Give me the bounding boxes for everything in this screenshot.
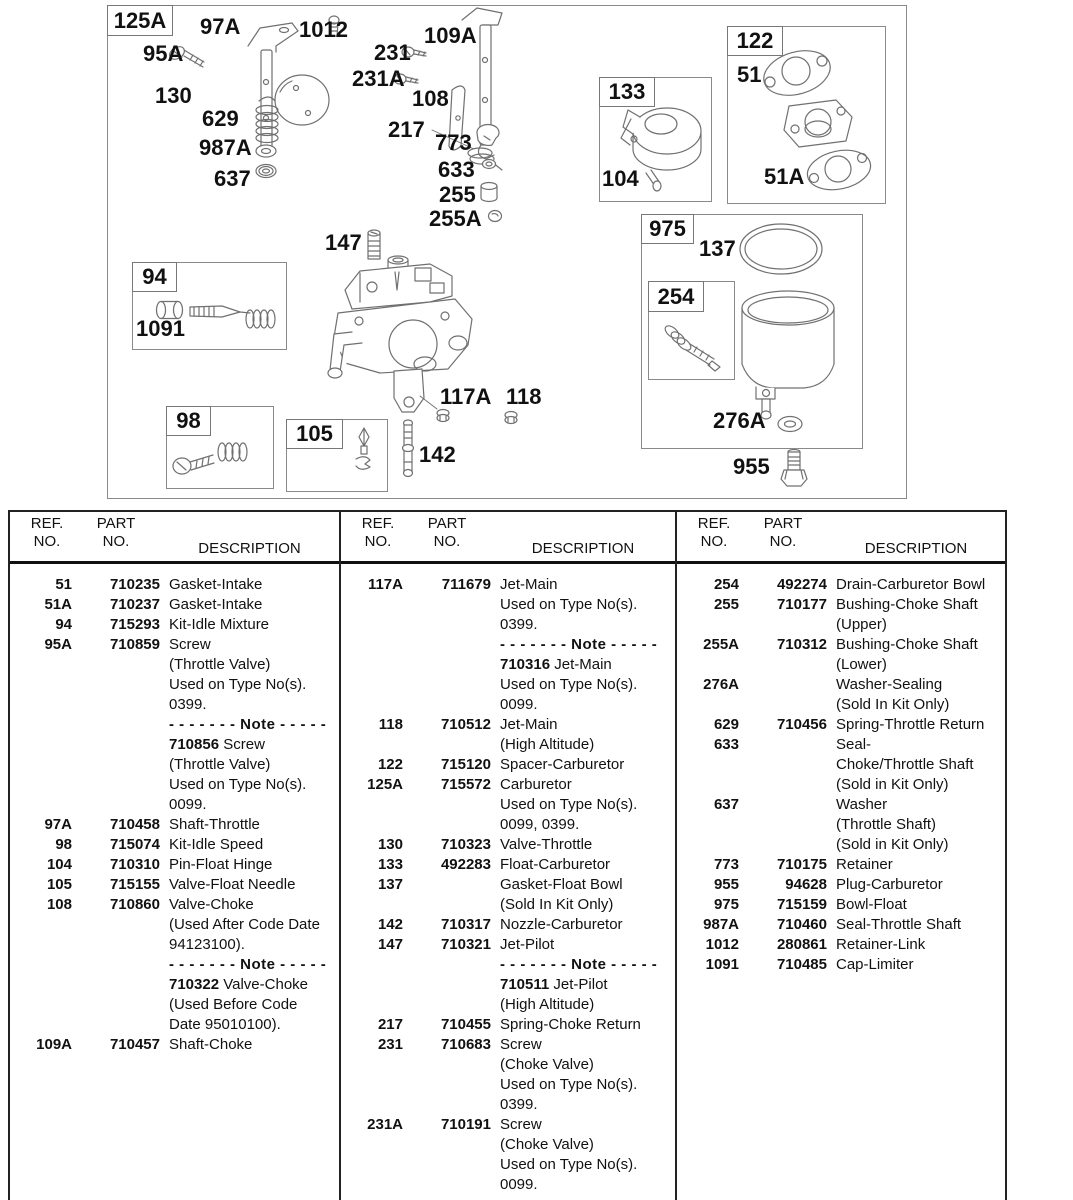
bushing-255-drawing (481, 183, 497, 202)
ref-no-header: REF. (361, 515, 395, 532)
table-row (22, 815, 339, 835)
description: Spring-Throttle Return (836, 716, 985, 733)
part-no: 710323 (440, 836, 491, 853)
table-header: REF. NO. PART NO. DESCRIPTION (677, 512, 1005, 564)
callout-955: 955 (733, 454, 770, 479)
table-row (689, 875, 1005, 895)
callout-133: 133 (599, 77, 655, 107)
screw-95a-drawing (167, 44, 204, 67)
part-no: 710235 (109, 576, 160, 593)
description: Bowl-Float (836, 896, 907, 913)
description: Valve-Throttle (500, 836, 593, 853)
ref-no: 633 (713, 736, 739, 753)
ref-no: 147 (377, 936, 403, 953)
description-header: DESCRIPTION (531, 540, 635, 557)
table-row (22, 635, 339, 815)
part-no: 715572 (440, 776, 491, 793)
part-no: 710485 (776, 956, 827, 973)
ref-no: 108 (46, 896, 72, 913)
sealing-washer-276a-drawing (778, 417, 802, 432)
jet-118-drawing (505, 412, 517, 424)
part-no: 710191 (440, 1116, 491, 1133)
ref-no: 51A (44, 596, 72, 613)
description: Kit-Idle Speed (169, 836, 264, 853)
callout-276A: 276A (713, 408, 766, 433)
callout-147: 147 (325, 230, 362, 255)
table-header: REF. NO. PART NO. DESCRIPTION (10, 512, 339, 564)
description: Spring-Choke Return (500, 1016, 641, 1033)
part-no: 710457 (109, 1036, 160, 1053)
main-jet-117a-drawing (437, 410, 449, 422)
ref-no: 255 (713, 596, 739, 613)
description: Pin-Float Hinge (169, 856, 273, 873)
part-no: 710175 (776, 856, 827, 873)
callout-137: 137 (699, 236, 736, 261)
part-no: 94628 (785, 876, 827, 893)
ref-no-header: REF. (697, 515, 731, 532)
callout-108: 108 (412, 86, 449, 111)
description: Kit-Idle Mixture (169, 616, 270, 633)
ref-no: 1012 (705, 936, 739, 953)
description: Gasket-Intake (169, 576, 263, 593)
ref-no-header: REF. (30, 515, 64, 532)
table-row (689, 595, 1005, 635)
table-row (689, 935, 1005, 955)
idle-speed-kit-98-drawing (173, 443, 247, 474)
ref-no: 255A (703, 636, 739, 653)
callout-773: 773 (435, 130, 472, 155)
callout-95A: 95A (143, 41, 184, 66)
diagram-art (0, 0, 1073, 505)
part-no: 710683 (440, 1036, 491, 1053)
callout-142: 142 (419, 442, 456, 467)
ref-no: 94 (55, 616, 72, 633)
part-no: 710321 (440, 936, 491, 953)
description: Retainer-Link (836, 936, 926, 953)
callout-118: 118 (506, 384, 542, 409)
idle-mixture-kit-94-drawing (157, 302, 276, 329)
description: Shaft-Throttle (169, 816, 260, 833)
parts-diagram (0, 0, 1073, 505)
callout-231A: 231A (352, 66, 405, 91)
description: Screw (Choke Valve) Used on Type No(s). 0399. (500, 1036, 638, 1113)
callout-105: 105 (286, 419, 343, 449)
callout-98: 98 (166, 406, 211, 436)
table-row (353, 915, 675, 935)
callout-629: 629 (202, 106, 239, 131)
table-row (353, 1115, 675, 1195)
description: Jet-Main (High Altitude) (500, 716, 595, 753)
throttle-valve-130-drawing (275, 75, 329, 125)
ref-no: 104 (46, 856, 72, 873)
table-row (22, 835, 339, 855)
ref-no: 773 (713, 856, 739, 873)
table-row (22, 1035, 339, 1055)
ref-no: 231 (377, 1036, 403, 1053)
part-no: 710456 (776, 716, 827, 733)
description: Spacer-Carburetor (500, 756, 625, 773)
callout-51: 51 (737, 62, 762, 87)
ref-no: 987A (703, 916, 739, 933)
description: Washer-Sealing (Sold In Kit Only) (836, 676, 950, 713)
callout-231: 231 (374, 40, 411, 65)
part-no: 710458 (109, 816, 160, 833)
table-row (353, 855, 675, 875)
description-header: DESCRIPTION (864, 540, 968, 557)
plug-955-drawing (781, 450, 807, 487)
table-row (353, 575, 675, 715)
table-row (353, 1035, 675, 1115)
ref-no: 231A (367, 1116, 403, 1133)
ref-no: 122 (377, 756, 403, 773)
ref-no: 276A (703, 676, 739, 693)
table-row (22, 595, 339, 615)
ref-no: 254 (713, 576, 739, 593)
ref-no: 97A (44, 816, 72, 833)
retainer-773-drawing (477, 125, 499, 146)
table-row (689, 895, 1005, 915)
part-no: 710312 (776, 636, 827, 653)
parts-table (8, 510, 1007, 1200)
part-no: 715074 (109, 836, 160, 853)
callout-117A: 117A (440, 384, 492, 409)
ref-no: 142 (377, 916, 403, 933)
description: Seal-Throttle Shaft (836, 916, 962, 933)
float-needle-105-drawing (356, 428, 370, 469)
table-row (689, 795, 1005, 855)
part-no: 710512 (440, 716, 491, 733)
description: Screw (Choke Valve) Used on Type No(s). 0099. (500, 1116, 638, 1193)
table-row (22, 895, 339, 1035)
table-col-2 (341, 512, 677, 1200)
ref-no: 105 (46, 876, 72, 893)
description: Cap-Limiter (836, 956, 914, 973)
callout-104: 104 (602, 166, 639, 191)
callout-122: 122 (727, 26, 783, 56)
table-row (353, 835, 675, 855)
float-hinge-pin-104-drawing (646, 170, 661, 191)
part-no: 710237 (109, 596, 160, 613)
table-row (689, 855, 1005, 875)
table-row (689, 675, 1005, 715)
description: Nozzle-Carburetor (500, 916, 623, 933)
part-no: 710310 (109, 856, 160, 873)
description: Jet-Main Used on Type No(s). 0399. - - - - - - - Note - - - - - 710316 Jet-Main Used on Type No(s). 0099. (500, 576, 658, 713)
description: Retainer (836, 856, 893, 873)
screw-231-drawing (402, 47, 426, 57)
part-no: 280861 (776, 936, 827, 953)
callout-633: 633 (438, 157, 475, 182)
table-row (22, 875, 339, 895)
table-row (689, 575, 1005, 595)
part-no: 492283 (440, 856, 491, 873)
callout-109A: 109A (424, 23, 477, 48)
callout-1012: 1012 (299, 17, 348, 42)
choke-valve-108-drawing (449, 86, 465, 150)
part-no: 715159 (776, 896, 827, 913)
part-no: 710455 (440, 1016, 491, 1033)
ref-no: 98 (55, 836, 72, 853)
part-no: 710859 (109, 636, 160, 653)
screw-231a-drawing (394, 74, 418, 84)
table-row (22, 855, 339, 875)
carburetor-body-drawing (328, 256, 472, 412)
ref-no: 137 (377, 876, 403, 893)
float-bowl-975-drawing (742, 291, 834, 419)
table-row (353, 775, 675, 835)
float-133-drawing (621, 108, 701, 170)
ref-no: 130 (377, 836, 403, 853)
table-row (689, 715, 1005, 735)
description: Bushing-Choke Shaft (Lower) (836, 636, 978, 673)
nozzle-142-drawing (403, 420, 414, 477)
gasket-51a-drawing (804, 145, 875, 195)
table-row (22, 615, 339, 635)
table-row (353, 875, 675, 915)
retainer-link-1012-drawing (329, 16, 339, 36)
ref-no: 1091 (705, 956, 739, 973)
part-no: 710177 (776, 596, 827, 613)
callout-97A: 97A (200, 14, 241, 39)
description: Bushing-Choke Shaft (Upper) (836, 596, 978, 633)
pilot-jet-147-drawing (368, 230, 380, 259)
description: Jet-Pilot - - - - - - - Note - - - - - 710511 Jet-Pilot (High Altitude) (500, 936, 658, 1013)
ref-no: 51 (55, 576, 72, 593)
ref-no: 955 (713, 876, 739, 893)
ref-no: 975 (713, 896, 739, 913)
table-row (689, 915, 1005, 935)
callout-254: 254 (648, 281, 704, 312)
description: Shaft-Choke (169, 1036, 253, 1053)
callout-637: 637 (214, 166, 251, 191)
ref-no: 133 (377, 856, 403, 873)
callout-987A: 987A (199, 135, 252, 160)
part-no: 710460 (776, 916, 827, 933)
bowl-drain-254-drawing (663, 323, 720, 371)
callout-130: 130 (155, 83, 192, 108)
table-row (353, 935, 675, 1015)
table-col-3 (677, 512, 1005, 1200)
description: Washer (Throttle Shaft) (Sold in Kit Only) (836, 796, 949, 853)
callout-1091: 1091 (136, 316, 185, 341)
table-row (689, 955, 1005, 975)
part-no: 492274 (776, 576, 827, 593)
part-no: 710317 (440, 916, 491, 933)
ref-no: 117A (367, 576, 403, 593)
table-row (689, 635, 1005, 675)
spacer-122-drawing (784, 100, 852, 147)
description: Valve-Choke (Used After Code Date 94123100). - - - - - - - Note - - - - - 710322 Valve-Choke (Used Before Code Date 95010100). (169, 896, 327, 1033)
part-no-header: PART (763, 515, 803, 532)
description: Float-Carburetor (500, 856, 611, 873)
float-bowl-gasket-137-drawing (740, 224, 822, 274)
ref-no: 217 (377, 1016, 403, 1033)
ref-no: 125A (367, 776, 403, 793)
part-no: 715155 (109, 876, 160, 893)
ref-no: 95A (44, 636, 72, 653)
callout-255: 255 (439, 182, 476, 207)
ref-no: 629 (713, 716, 739, 733)
table-header: REF. NO. PART NO. DESCRIPTION (341, 512, 675, 564)
description: Carburetor Used on Type No(s). 0099, 0399. (500, 776, 638, 833)
part-no-header: PART (427, 515, 467, 532)
ref-no: 118 (378, 716, 403, 733)
description: Screw (Throttle Valve) Used on Type No(s). 0399. - - - - - - - Note - - - - - 710856 Screw (Throttle Valve) Used on Type No(s). 0099. (169, 636, 327, 813)
part-no: 715293 (109, 616, 160, 633)
ref-no: 109A (36, 1036, 72, 1053)
callout-255A: 255A (429, 206, 482, 231)
table-row (22, 575, 339, 595)
description-header: DESCRIPTION (198, 540, 301, 557)
description: Seal- Choke/Throttle Shaft (Sold in Kit Only) (836, 736, 974, 793)
callout-51A: 51A (764, 164, 805, 189)
description: Plug-Carburetor (836, 876, 943, 893)
description: Gasket-Intake (169, 596, 263, 613)
throttle-seal-987a-drawing (256, 145, 276, 178)
table-col-1 (10, 512, 341, 1200)
description: Gasket-Float Bowl (Sold In Kit Only) (500, 876, 623, 913)
table-row (353, 715, 675, 755)
callout-94: 94 (132, 262, 177, 292)
table-row (353, 755, 675, 775)
table-col-body-1 (10, 564, 339, 1055)
callout-975: 975 (641, 214, 694, 244)
callout-125A: 125A (107, 5, 173, 36)
part-no: 711679 (441, 576, 491, 593)
seal-633-drawing (483, 160, 496, 169)
table-row (353, 1015, 675, 1035)
callout-217: 217 (388, 117, 425, 142)
part-no: 715120 (440, 756, 491, 773)
description: Drain-Carburetor Bowl (836, 576, 986, 593)
gasket-51-drawing (759, 43, 836, 102)
description: Valve-Float Needle (169, 876, 296, 893)
table-col-body-2 (341, 564, 675, 1195)
part-no-header: PART (96, 515, 136, 532)
table-row (689, 735, 1005, 795)
bushing-255a-drawing (489, 211, 502, 222)
part-no: 710860 (109, 896, 160, 913)
table-col-body-3 (677, 564, 1005, 975)
ref-no: 637 (713, 796, 739, 813)
